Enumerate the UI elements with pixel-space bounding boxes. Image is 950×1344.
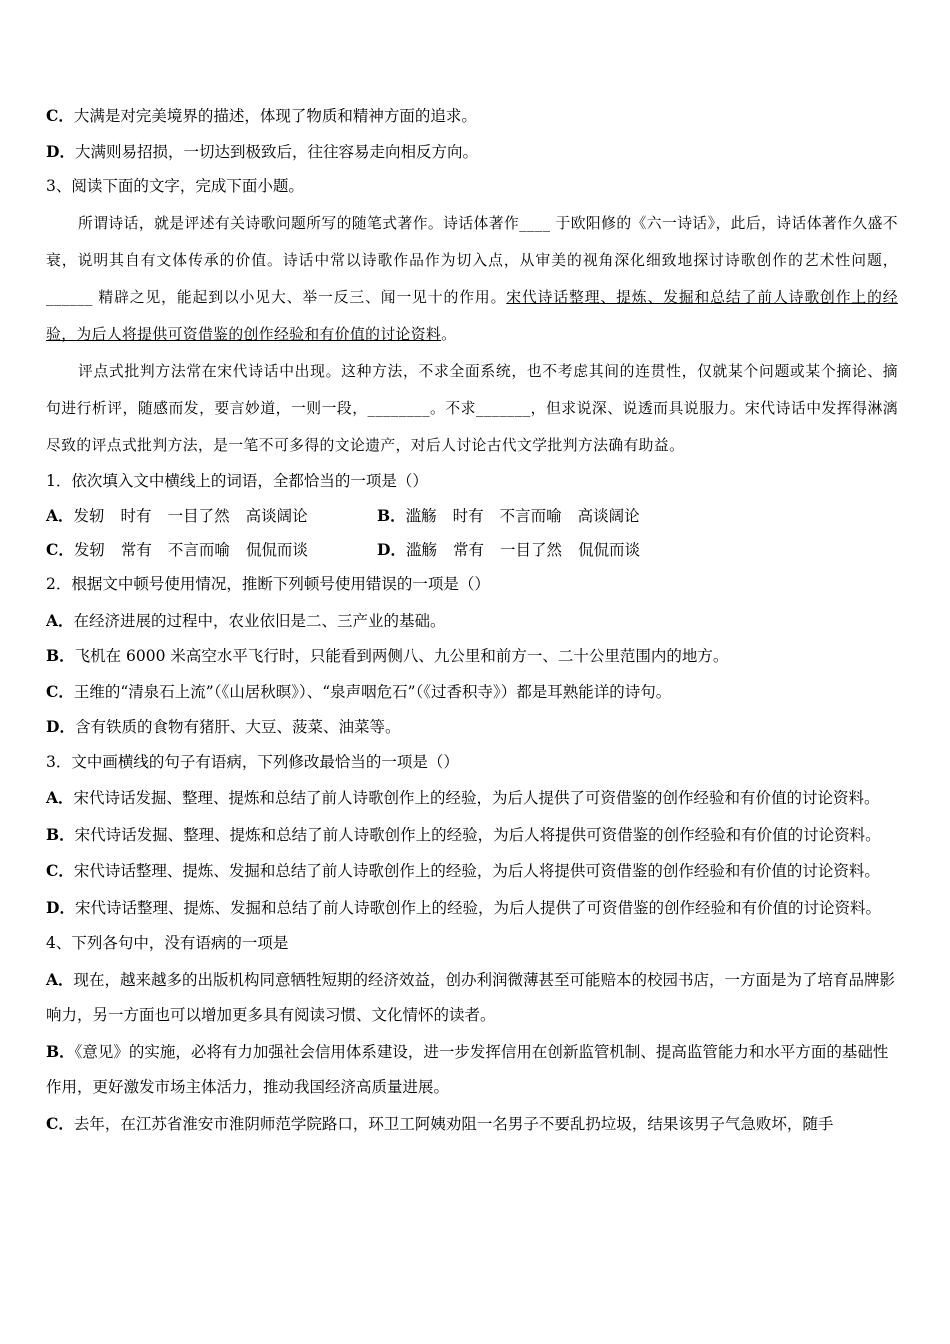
sub1-option-a (46, 499, 377, 533)
sub1-option-c (46, 533, 377, 567)
sub3-option-c (46, 853, 898, 890)
word: 常有 (452, 541, 484, 559)
option-text: 大满是对完美境界的描述，体现了物质和精神方面的追求。 (73, 107, 477, 125)
passage-paragraph-2: 评点式批判方法常在宋代诗话中出现。这种方法，不求全面系统，也不考虑其间的连贯性，仅就某个问题或某个摘论、摘句进行析评，随感而发，要言妙道，一则一段，________。不求_______，但求说深、说透而具说服力。宋代诗话中发挥得淋漓尽致的评点式批判方法，是一笔不可多得的文论遗产，对后人讨论古代文学批判方法确有助益。 (46, 362, 898, 454)
option-text: 王维的“清泉石上流”（《山居秋暝》）、“泉声咽危石”（《过香积寺》）都是耳熟能详的诗句。 (73, 682, 672, 701)
word: 时有 (452, 507, 484, 525)
word: 一目了然 (499, 541, 562, 559)
sub2-option-c (46, 674, 898, 710)
option-letter: C． (46, 861, 74, 880)
sub2-option-a (46, 603, 898, 639)
sub-question-1-stem: 1．依次填入文中横线上的词语，全都恰当的一项是（） (46, 471, 428, 490)
option-letter: C． (46, 681, 74, 701)
passage-paragraph-1 (46, 205, 898, 353)
word: 高谈阔论 (577, 507, 640, 525)
sub-question-1-options-row-1 (46, 499, 898, 533)
option-text: 宋代诗话发掘、整理、提炼和总结了前人诗歌创作上的经验，为后人提供了可资借鉴的创作经验和有价值的讨论资料。 (73, 789, 880, 807)
word: 不言而喻 (167, 541, 230, 559)
option-text: 去年，在江苏省淮安市淮阴师范学院路口，环卫工阿姨劝阻一名男子不要乱扔垃圾，结果该男子气急败坏，随手 (73, 1114, 834, 1133)
option-text: 宋代诗话整理、提炼、发掘和总结了前人诗歌创作上的经验，为后人将提供可资借鉴的创作经验和有价值的讨论资料。 (73, 862, 880, 880)
option-letter: B． (46, 646, 75, 665)
option-letter: D． (377, 540, 406, 559)
passage-text: 所谓诗话，就是评述有关诗歌问题所写的随笔式著作。诗话体著作____ 于欧阳修的《六一诗话》，此后，诗话体著作久盛不衰，说明其自有文体传承的价值。诗话中常以诗歌作品作为切入点，从审美的视角深化细致地探讨诗歌创作的艺术性问题，______ 精辟之见，能起到以小见大、举一反三、闻一见十的作用。 (46, 214, 898, 306)
q4-option-b (46, 1034, 898, 1106)
word: 滥觞 (405, 541, 437, 559)
word: 时有 (120, 507, 152, 525)
option-text: 大满则易招损，一切达到极致后，往往容易走向相反方向。 (74, 142, 478, 161)
option-letter: A． (46, 969, 74, 989)
option-letter: A． (46, 788, 74, 807)
sub-question-2-stem: 2．根据文中顿号使用情况，推断下列顿号使用错误的一项是（） (46, 575, 490, 593)
option-letter: C． (46, 106, 74, 125)
word: 侃侃而谈 (245, 541, 308, 559)
word: 侃侃而谈 (578, 541, 641, 559)
word: 常有 (120, 541, 152, 559)
option-text: 飞机在 6000 米高空水平飞行时，只能看到两侧八、九公里和前方一、二十公里范围内的地方。 (74, 647, 729, 665)
q4-option-a (46, 962, 898, 1034)
option-letter: B． (377, 506, 406, 525)
option-letter: B． (46, 824, 75, 844)
exam-page (46, 98, 898, 1141)
option-letter: A． (46, 610, 74, 630)
option-letter: C． (46, 1113, 74, 1133)
underlined-sentence: 宋代诗话整理、提炼、发掘和总结了前人诗歌创作上的经验，为后人将提供可资借鉴的创作经验和有价值的讨论资料 (46, 288, 898, 343)
option-text: 现在，越来越多的出版机构同意牺牲短期的经济效益，创办利润微薄甚至可能赔本的校园书店，一方面是为了培育品牌影响力，另一方面也可以增加更多具有阅读习惯、文化情怀的读者。 (46, 970, 896, 1024)
option-letter: D． (46, 717, 75, 736)
option-text: 含有铁质的食物有猪肝、大豆、菠菜、油菜等。 (74, 718, 401, 736)
sub3-option-a (46, 780, 898, 817)
option-text: 宋代诗话发掘、整理、提炼和总结了前人诗歌创作上的经验，为后人将提供可资借鉴的创作经验和有价值的讨论资料。 (74, 825, 881, 844)
option-letter: B． (46, 1041, 75, 1061)
intro-option-d (46, 134, 898, 170)
sub3-option-b (46, 817, 898, 854)
option-text: 宋代诗话整理、提炼、发掘和总结了前人诗歌创作上的经验，为后人提供了可资借鉴的创作经验和有价值的讨论资料。 (74, 898, 881, 917)
sub-question-1-options-row-2 (46, 533, 898, 567)
question-3-header: 3、阅读下面的文字，完成下面小题。 (46, 177, 304, 195)
word: 不言而喻 (499, 507, 562, 525)
sub-question-3-stem: 3．文中画横线的句子有语病，下列修改最恰当的一项是（） (46, 752, 459, 771)
word: 滥觞 (405, 507, 437, 525)
passage-text: 。 (441, 325, 457, 343)
question-4-stem: 4、下列各句中，没有语病的一项是 (46, 934, 289, 952)
option-letter: D． (46, 141, 75, 161)
intro-option-c (46, 98, 898, 134)
sub1-option-d (377, 533, 708, 567)
option-letter: A． (46, 506, 74, 525)
option-text: 在经济进展的过程中，农业依旧是二、三产业的基础。 (73, 611, 446, 630)
option-letter: C． (46, 540, 74, 559)
word: 高谈阔论 (245, 507, 308, 525)
sub2-option-d (46, 709, 898, 745)
sub3-option-d (46, 890, 898, 927)
word: 发轫 (73, 541, 105, 559)
sub2-option-b (46, 638, 898, 674)
word: 发轫 (73, 507, 105, 525)
word: 一目了然 (167, 507, 230, 525)
option-letter: D． (46, 897, 75, 917)
q4-option-c (46, 1106, 898, 1142)
option-text: 《意见》的实施，必将有力加强社会信用体系建设，进一步发挥信用在创新监管机制、提高监管能力和水平方面的基础性作用，更好激发市场主体活力，推动我国经济高质量进展。 (46, 1042, 889, 1096)
sub1-option-b (377, 499, 708, 533)
